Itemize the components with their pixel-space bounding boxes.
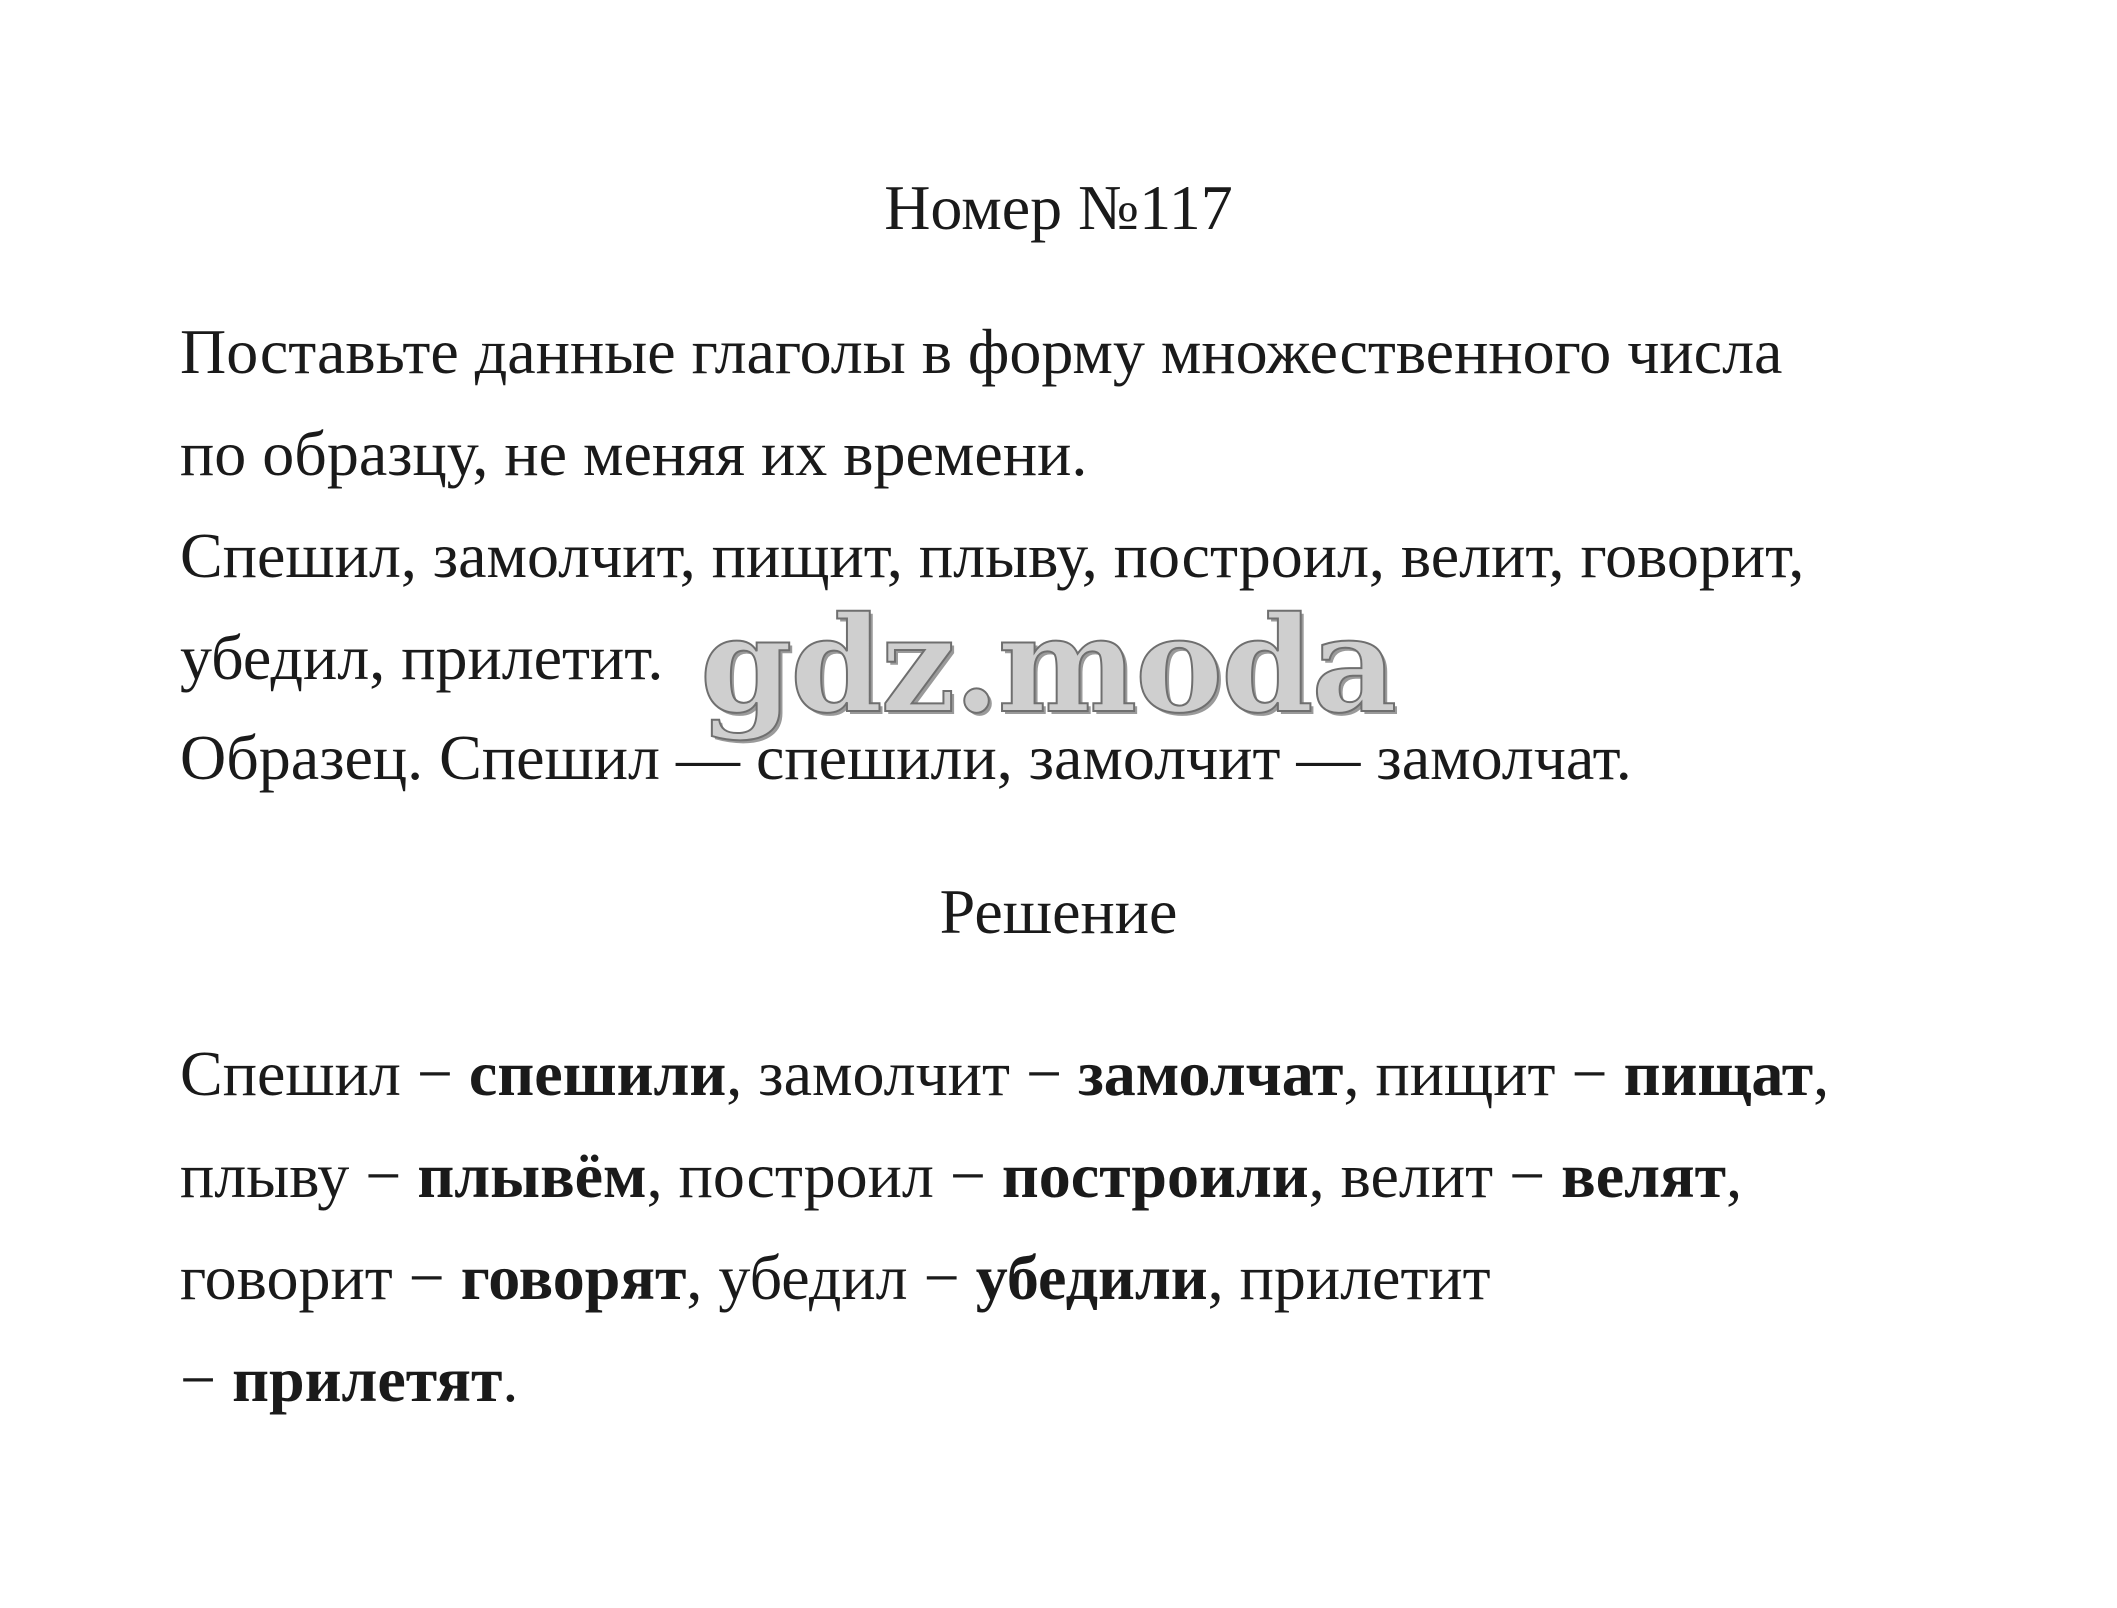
singular-form: замолчит <box>758 1038 1010 1109</box>
task-words-line: Спешил, замолчит, пищит, плыву, построил, велит, говорит, <box>180 520 1805 591</box>
answer-pair <box>1240 1242 1491 1313</box>
answer-pair <box>1375 1038 1829 1109</box>
page-title: Номер №117 <box>884 172 1233 243</box>
singular-form: прилетит <box>1239 1242 1491 1313</box>
plural-form: спешили <box>468 1038 727 1109</box>
task-text-line: по образцу, не меняя их времени. <box>180 418 1088 489</box>
answer-pair <box>718 1242 1239 1313</box>
singular-form: пищит <box>1375 1038 1556 1109</box>
answer-pair <box>180 1344 518 1415</box>
plural-form: плывём <box>417 1140 647 1211</box>
answer-line <box>180 1242 1491 1313</box>
task-words-line: убедил, прилетит. <box>180 622 664 693</box>
dash-separator: − <box>1555 1038 1624 1109</box>
answer-pair <box>758 1038 1375 1109</box>
answer-pair <box>180 1038 758 1109</box>
plural-form: построили <box>1001 1140 1309 1211</box>
plural-form: велят <box>1561 1140 1727 1211</box>
singular-form: убедил <box>718 1242 908 1313</box>
answer-pair <box>679 1140 1341 1211</box>
plural-form: говорят <box>460 1242 687 1313</box>
solution-heading: Решение <box>939 876 1178 947</box>
plural-form: пищат <box>1623 1038 1814 1109</box>
singular-form: говорит <box>180 1242 393 1313</box>
punctuation: , <box>646 1140 679 1211</box>
punctuation: . <box>502 1344 519 1415</box>
task-sample-line: Образец. Спешил — спешили, замолчит — замолчат. <box>180 722 1632 793</box>
task-text-line: Поставьте данные глаголы в форму множественного числа <box>180 316 1783 387</box>
answer-line <box>180 1038 1830 1109</box>
answer-pair <box>180 1140 679 1211</box>
answer-pair <box>180 1242 718 1313</box>
dash-separator: − <box>1493 1140 1562 1211</box>
dash-separator: − <box>392 1242 461 1313</box>
plural-form: убедили <box>975 1242 1208 1313</box>
dash-separator: − <box>400 1038 469 1109</box>
dash-separator: − <box>180 1344 233 1415</box>
answer-line <box>180 1344 519 1415</box>
punctuation: , <box>1308 1140 1341 1211</box>
punctuation: , <box>1813 1038 1830 1109</box>
singular-form: велит <box>1340 1140 1494 1211</box>
dash-separator: − <box>933 1140 1002 1211</box>
punctuation: , <box>686 1242 719 1313</box>
singular-form: построил <box>678 1140 934 1211</box>
punctuation: , <box>1343 1038 1376 1109</box>
answer-pair <box>1341 1140 1742 1211</box>
plural-form: прилетят <box>232 1344 503 1415</box>
dash-separator: − <box>1009 1038 1079 1109</box>
punctuation: , <box>1207 1242 1240 1313</box>
watermark-logo: gdz.moda <box>700 588 1396 743</box>
punctuation: , <box>1726 1140 1743 1211</box>
singular-form: Спешил <box>180 1038 401 1109</box>
dash-separator: − <box>907 1242 976 1313</box>
singular-form: плыву <box>180 1140 350 1211</box>
plural-form: замолчат <box>1078 1038 1344 1109</box>
answer-line <box>180 1140 1743 1211</box>
dash-separator: − <box>349 1140 418 1211</box>
punctuation: , <box>726 1038 759 1109</box>
